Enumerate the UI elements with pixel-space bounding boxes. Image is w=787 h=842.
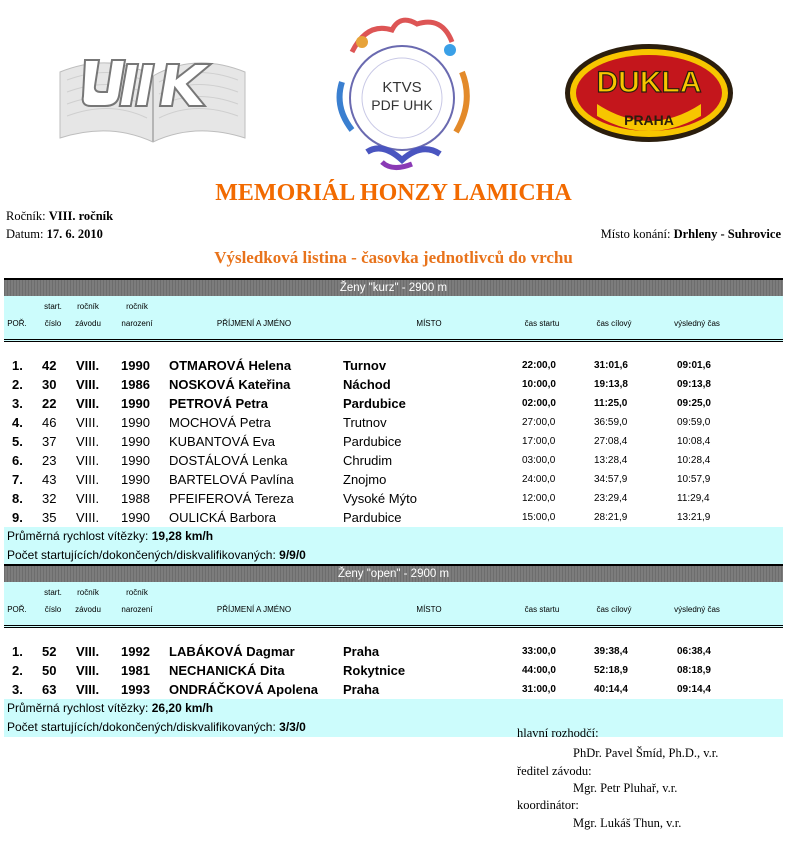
participant-count-value: 3/3/0 [279, 720, 306, 734]
cell-start-time: 17:00,0 [522, 436, 556, 447]
cell-rocnik-zavodu: VIII. [76, 472, 100, 487]
cell-rocnik-zavodu: VIII. [76, 644, 100, 659]
cell-misto: Náchod [343, 377, 391, 392]
cell-result: 11:29,4 [677, 493, 710, 504]
logo-strip [0, 0, 787, 175]
cell-poradi: 7. [12, 472, 23, 487]
cell-cislo: 32 [42, 491, 57, 506]
misto-value: Drhleny - Suhrovice [673, 227, 781, 241]
winner-speed-value: 26,20 km/h [151, 701, 214, 715]
cell-rocnik-narozeni: 1990 [121, 472, 150, 487]
col-start-1: start. [44, 302, 62, 311]
ktvs-logo-text-line1: KTVS [382, 79, 422, 96]
cell-rocnik-narozeni: 1981 [121, 663, 150, 678]
winner-speed-value: 19,28 km/h [151, 529, 214, 543]
cell-rocnik-narozeni: 1990 [121, 358, 150, 373]
cell-rocnik-narozeni: 1990 [121, 415, 150, 430]
cell-name: NOSKOVÁ Kateřina [169, 377, 291, 392]
cell-finish-time: 28:21,9 [594, 512, 628, 523]
cell-rocnik-narozeni: 1993 [121, 682, 150, 697]
col-finish-time: čas cílový [596, 319, 632, 328]
cell-name: MOCHOVÁ Petra [169, 415, 271, 430]
cell-result: 09:59,0 [677, 417, 711, 428]
cell-misto: Pardubice [343, 510, 402, 525]
cell-name: OULICKÁ Barbora [169, 510, 276, 525]
cell-cislo: 52 [42, 644, 57, 659]
col-rz-1: ročník [77, 302, 99, 311]
official-role-chief-referee: hlavní rozhodčí: [517, 726, 599, 740]
col-name: PŘÍJMENÍ A JMÉNO [216, 319, 292, 328]
cell-rocnik-narozeni: 1988 [121, 491, 150, 506]
cell-finish-time: 40:14,4 [594, 684, 628, 695]
category-kurz [4, 278, 783, 565]
cell-misto: Znojmo [343, 472, 387, 487]
cell-misto: Pardubice [343, 434, 402, 449]
official-role-race-director: ředitel závodu: [517, 764, 592, 778]
uhk-book-logo [55, 42, 250, 144]
table-row [4, 451, 783, 470]
cell-poradi: 1. [12, 644, 23, 659]
cell-rocnik-zavodu: VIII. [76, 510, 100, 525]
cell-finish-time: 34:57,9 [594, 474, 628, 485]
cell-start-time: 22:00,0 [522, 360, 556, 371]
col-finish-time: čas cílový [596, 605, 632, 614]
cell-rocnik-zavodu: VIII. [76, 453, 100, 468]
datum-label: Datum: [6, 227, 44, 241]
cell-misto: Pardubice [343, 396, 406, 411]
cell-rocnik-narozeni: 1990 [121, 510, 150, 525]
cell-poradi: 2. [12, 663, 23, 678]
results-rows [4, 628, 783, 699]
participant-count-label: Počet startujících/dokončených/diskvalifikovaných: [7, 548, 276, 562]
cell-rocnik-zavodu: VIII. [76, 663, 100, 678]
participant-count [4, 546, 783, 565]
cell-misto: Vysoké Mýto [343, 491, 417, 506]
winner-speed-label: Průměrná rychlost vítězky: [7, 529, 149, 543]
col-poradi: POŘ. [7, 605, 27, 614]
dukla-praha-logo [563, 42, 735, 144]
col-start-1: start. [44, 588, 62, 597]
cell-cislo: 22 [42, 396, 57, 411]
cell-misto: Praha [343, 682, 380, 697]
cell-rocnik-zavodu: VIII. [76, 396, 100, 411]
table-row [4, 661, 783, 680]
cell-start-time: 33:00,0 [522, 646, 556, 657]
cell-poradi: 1. [12, 358, 23, 373]
table-row [4, 508, 783, 527]
cell-result: 10:08,4 [677, 436, 711, 447]
cell-finish-time: 23:29,4 [594, 493, 628, 504]
col-start-2: číslo [44, 319, 62, 328]
table-row [4, 413, 783, 432]
cell-misto: Trutnov [343, 415, 387, 430]
cell-finish-time: 27:08,4 [594, 436, 628, 447]
cell-finish-time: 19:13,8 [594, 379, 628, 390]
cell-start-time: 10:00,0 [522, 379, 556, 390]
cell-rocnik-zavodu: VIII. [76, 415, 100, 430]
table-row [4, 432, 783, 451]
participant-count [4, 718, 783, 737]
cell-poradi: 8. [12, 491, 23, 506]
cell-result: 10:57,9 [677, 474, 711, 485]
category-header: Ženy "open" - 2900 m [4, 564, 783, 582]
table-row [4, 642, 783, 661]
datum-line [6, 227, 103, 242]
cell-name: PETROVÁ Petra [169, 396, 268, 411]
datum-value: 17. 6. 2010 [46, 227, 103, 241]
col-result: výsledný čas [674, 605, 720, 614]
cell-poradi: 3. [12, 396, 23, 411]
col-misto: MÍSTO [416, 605, 442, 614]
col-rz-2: závodu [75, 319, 101, 328]
ktvs-pdf-uhk-logo [322, 12, 482, 174]
cell-rocnik-narozeni: 1990 [121, 453, 150, 468]
ktvs-logo-text-line2: PDF UHK [371, 97, 433, 113]
cell-cislo: 46 [42, 415, 57, 430]
cell-result: 10:28,4 [677, 455, 711, 466]
cell-rocnik-zavodu: VIII. [76, 434, 100, 449]
table-row [4, 375, 783, 394]
rocnik-value: VIII. ročník [48, 209, 114, 223]
cell-result: 09:01,6 [677, 360, 711, 371]
cell-rocnik-zavodu: VIII. [76, 358, 100, 373]
cell-start-time: 44:00,0 [522, 665, 556, 676]
cell-name: ONDRÁČKOVÁ Apolena [169, 682, 319, 697]
official-role-coordinator: koordinátor: [517, 798, 579, 812]
cell-result: 09:25,0 [677, 398, 711, 409]
cell-result: 06:38,4 [677, 646, 711, 657]
cell-result: 09:14,4 [677, 684, 711, 695]
cell-start-time: 24:00,0 [522, 474, 556, 485]
cell-rocnik-zavodu: VIII. [76, 682, 100, 697]
official-name-coordinator: Mgr. Lukáš Thun, v.r. [573, 816, 682, 830]
participant-count-label: Počet startujících/dokončených/diskvalifikovaných: [7, 720, 276, 734]
col-start-time: čas startu [524, 319, 560, 328]
col-misto: MÍSTO [416, 319, 442, 328]
cell-poradi: 5. [12, 434, 23, 449]
col-start-time: čas startu [524, 605, 560, 614]
cell-finish-time: 13:28,4 [594, 455, 628, 466]
cell-cislo: 23 [42, 453, 57, 468]
official-name-race-director: Mgr. Petr Pluhař, v.r. [573, 781, 678, 795]
cell-finish-time: 31:01,6 [594, 360, 628, 371]
col-rz-2: závodu [75, 605, 101, 614]
col-name: PŘÍJMENÍ A JMÉNO [216, 605, 292, 614]
cell-name: PFEIFEROVÁ Tereza [169, 491, 294, 506]
dukla-logo-text: DUKLA [596, 66, 702, 99]
cell-rocnik-narozeni: 1992 [121, 644, 150, 659]
cell-misto: Turnov [343, 358, 387, 373]
cell-start-time: 03:00,0 [522, 455, 556, 466]
cell-name: BARTELOVÁ Pavlína [169, 472, 294, 487]
cell-finish-time: 36:59,0 [594, 417, 628, 428]
results-subtitle: Výsledková listina - časovka jednotlivců do vrchu [214, 248, 573, 267]
rocnik-label: Ročník: [6, 209, 46, 223]
winner-speed-label: Průměrná rychlost vítězky: [7, 701, 149, 715]
cell-rocnik-zavodu: VIII. [76, 491, 100, 506]
cell-name: NECHANICKÁ Dita [169, 663, 285, 678]
cell-name: KUBANTOVÁ Eva [169, 434, 275, 449]
cell-cislo: 30 [42, 377, 57, 392]
table-row [4, 680, 783, 699]
col-rn-1: ročník [126, 588, 148, 597]
cell-rocnik-narozeni: 1990 [121, 396, 150, 411]
cell-start-time: 15:00,0 [522, 512, 556, 523]
cell-name: OTMAROVÁ Helena [169, 358, 292, 373]
cell-misto: Praha [343, 644, 380, 659]
cell-result: 08:18,9 [677, 665, 711, 676]
cell-finish-time: 39:38,4 [594, 646, 628, 657]
table-row [4, 394, 783, 413]
cell-start-time: 12:00,0 [522, 493, 556, 504]
cell-poradi: 6. [12, 453, 23, 468]
cell-start-time: 02:00,0 [522, 398, 556, 409]
col-poradi: POŘ. [7, 319, 27, 328]
rocnik-line [6, 209, 113, 224]
cell-cislo: 63 [42, 682, 57, 697]
cell-misto: Chrudim [343, 453, 393, 468]
cell-poradi: 9. [12, 510, 23, 525]
table-row [4, 356, 783, 375]
col-rn-1: ročník [126, 302, 148, 311]
cell-cislo: 50 [42, 663, 57, 678]
cell-misto: Rokytnice [343, 663, 406, 678]
col-rn-2: narození [121, 605, 153, 614]
winner-speed [4, 527, 783, 546]
cell-cislo: 35 [42, 510, 57, 525]
cell-poradi: 2. [12, 377, 23, 392]
col-start-2: číslo [44, 605, 62, 614]
cell-cislo: 43 [42, 472, 57, 487]
category-header: Ženy "kurz" - 2900 m [4, 278, 783, 296]
event-title: MEMORIÁL HONZY LAMICHA [215, 180, 572, 206]
participant-count-value: 9/9/0 [279, 548, 306, 562]
cell-start-time: 27:00,0 [522, 417, 556, 428]
cell-result: 13:21,9 [677, 512, 711, 523]
cell-finish-time: 52:18,9 [594, 665, 628, 676]
cell-poradi: 3. [12, 682, 23, 697]
official-name-chief-referee: PhDr. Pavel Šmíd, Ph.D., v.r. [573, 746, 719, 760]
results-rows [4, 342, 783, 527]
cell-start-time: 31:00,0 [522, 684, 556, 695]
cell-finish-time: 11:25,0 [594, 398, 628, 409]
cell-cislo: 37 [42, 434, 57, 449]
category-open [4, 564, 783, 737]
cell-name: DOSTÁLOVÁ Lenka [169, 453, 288, 468]
cell-cislo: 42 [42, 358, 57, 373]
misto-konani-line [601, 227, 781, 242]
misto-label: Místo konání: [600, 227, 671, 241]
winner-speed [4, 699, 783, 718]
cell-rocnik-narozeni: 1986 [121, 377, 150, 392]
col-rz-1: ročník [77, 588, 99, 597]
col-result: výsledný čas [674, 319, 720, 328]
column-headers [4, 296, 783, 342]
cell-rocnik-narozeni: 1990 [121, 434, 150, 449]
praha-logo-text: PRAHA [624, 112, 674, 128]
cell-name: LABÁKOVÁ Dagmar [169, 644, 295, 659]
column-headers [4, 582, 783, 628]
table-row [4, 470, 783, 489]
cell-result: 09:13,8 [677, 379, 711, 390]
table-row [4, 489, 783, 508]
col-rn-2: narození [121, 319, 153, 328]
cell-poradi: 4. [12, 415, 23, 430]
cell-rocnik-zavodu: VIII. [76, 377, 100, 392]
